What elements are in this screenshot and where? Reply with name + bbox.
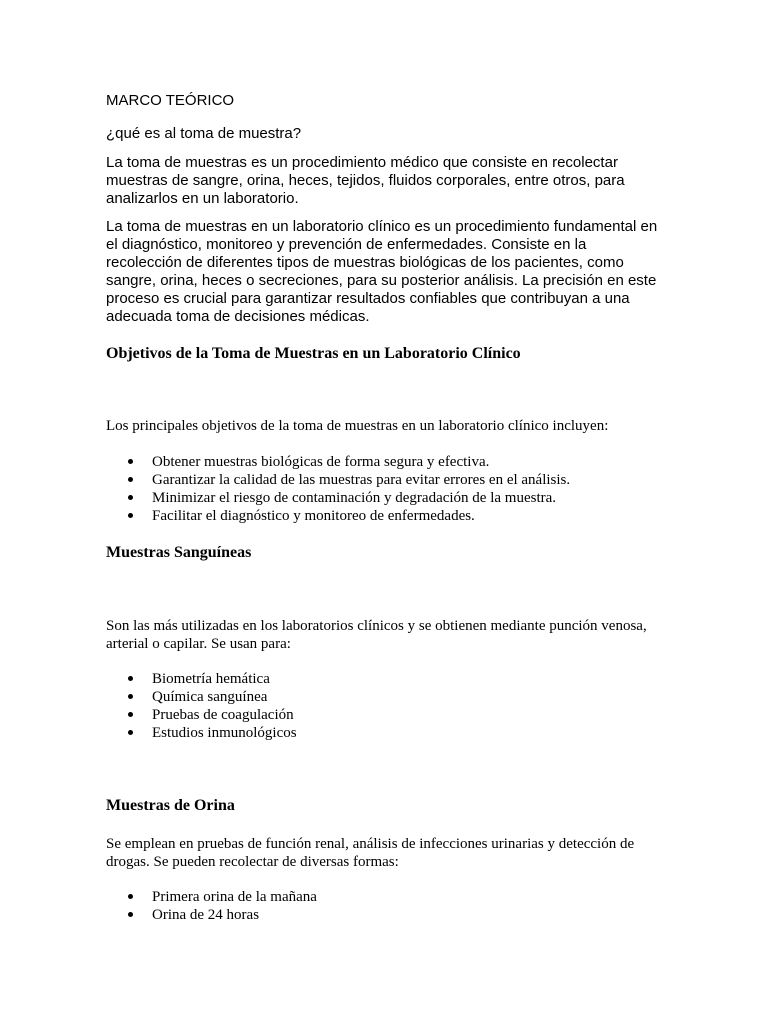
section-intro-sanguineas: Son las más utilizadas en los laboratorios clínicos y se obtienen mediante punción venosa, arterial o capilar. Se usan para: [106,618,647,652]
bullet-icon [128,495,133,500]
document-title: MARCO TEÓRICO [106,92,235,109]
paragraph-definition: La toma de muestras es un procedimiento médico que consiste en recolectar muestras de sangre, orina, heces, tejidos, fluidos corporales, entre otros, para analizarlos en un laboratorio. [106,154,625,207]
list-item-text: Biometría hemática [152,671,270,687]
section-intro-objetivos: Los principales objetivos de la toma de muestras en un laboratorio clínico incluyen: [106,418,609,434]
list-item [106,688,297,706]
paragraph-description: La toma de muestras en un laboratorio clínico es un procedimiento fundamental en el diagnóstico, monitoreo y prevención de enfermedades. Consiste en la recolección de diferentes tipos de muestras biológicas de los pacientes, como sangre, orina, heces o secreciones, para su posterior análisis. La precisión en este proceso es crucial para garantizar resultados confiables que contribuyan a una adecuada toma de decisiones médicas. [106,218,658,325]
list-item-text: Pruebas de coagulación [152,707,294,723]
bullet-icon [128,694,133,699]
list-item [106,888,317,906]
list-item [106,471,570,489]
list-item [106,670,297,688]
list-item-text: Orina de 24 horas [152,907,260,923]
list-item-text: Garantizar la calidad de las muestras para evitar errores en el análisis. [152,472,571,488]
list-item [106,724,297,742]
question-line: ¿qué es al toma de muestra? [106,125,302,142]
list-item-text: Minimizar el riesgo de contaminación y degradación de la muestra. [152,490,557,506]
blood-tests-list [106,670,297,742]
section-heading-orina: Muestras de Orina [106,797,235,814]
list-item-text: Primera orina de la mañana [152,889,317,905]
bullet-icon [128,459,133,464]
list-item [106,489,570,507]
list-item-text: Facilitar el diagnóstico y monitoreo de enfermedades. [152,508,475,524]
list-item-text: Estudios inmunológicos [152,725,297,741]
bullet-icon [128,712,133,717]
bullet-icon [128,912,133,917]
list-item [106,906,317,924]
list-item-text: Obtener muestras biológicas de forma segura y efectiva. [152,454,490,470]
list-item [106,453,570,471]
bullet-icon [128,730,133,735]
section-intro-orina: Se emplean en pruebas de función renal, análisis de infecciones urinarias y detección de drogas. Se pueden recolectar de diversas formas: [106,836,635,870]
list-item [106,507,570,525]
section-heading-sanguineas: Muestras Sanguíneas [106,544,252,561]
bullet-icon [128,513,133,518]
section-heading-objetivos: Objetivos de la Toma de Muestras en un Laboratorio Clínico [106,345,521,362]
bullet-icon [128,894,133,899]
list-item-text: Química sanguínea [152,689,268,705]
bullet-icon [128,477,133,482]
bullet-icon [128,676,133,681]
list-item [106,706,297,724]
urine-collection-list [106,888,317,924]
objectives-list [106,453,570,525]
